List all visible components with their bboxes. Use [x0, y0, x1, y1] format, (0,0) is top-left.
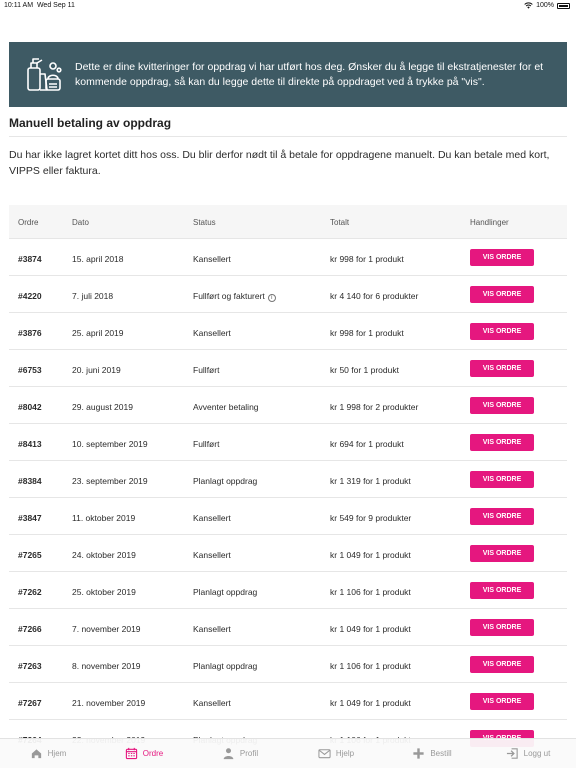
order-date: 7. juli 2018 [72, 291, 114, 301]
order-date: 25. oktober 2019 [72, 587, 136, 597]
tab-label: Logg ut [523, 749, 551, 758]
order-total: kr 1 319 for 1 produkt [330, 476, 411, 486]
view-order-button[interactable]: VIS ORDRE [470, 619, 534, 636]
order-total: kr 549 for 9 produkter [330, 513, 412, 523]
order-number: #7263 [18, 661, 42, 671]
order-date: 8. november 2019 [72, 661, 141, 671]
order-status: Kansellert [193, 550, 231, 560]
wifi-icon [524, 2, 533, 9]
order-number: #3876 [18, 328, 42, 338]
order-total: kr 1 106 for 1 produkt [330, 661, 411, 671]
order-status: Kansellert [193, 513, 231, 523]
battery-percent: 100% [536, 2, 554, 9]
tab-bestill[interactable] [384, 739, 480, 768]
status-time: 10:11 AM Wed Sep 11 [4, 2, 75, 9]
view-order-button[interactable]: VIS ORDRE [470, 323, 534, 340]
view-order-button[interactable]: VIS ORDRE [470, 434, 534, 451]
view-order-button[interactable]: VIS ORDRE [470, 582, 534, 599]
order-total: kr 1 049 for 1 produkt [330, 698, 411, 708]
order-status: Planlagt oppdrag [193, 587, 258, 597]
order-number: #3847 [18, 513, 42, 523]
order-status: Kansellert [193, 254, 231, 264]
order-total: kr 1 998 for 2 produkter [330, 402, 419, 412]
plus-icon [412, 747, 425, 760]
order-number: #7265 [18, 550, 42, 560]
order-number: #7266 [18, 624, 42, 634]
table-body [9, 238, 567, 756]
order-total: kr 1 049 for 1 produkt [330, 624, 411, 634]
header-actions: Handlinger [470, 218, 509, 227]
header-order: Ordre [18, 218, 39, 227]
view-order-button[interactable]: VIS ORDRE [470, 397, 534, 414]
table-row [9, 238, 567, 275]
orders-table [9, 205, 567, 756]
tab-label: Hjelp [335, 749, 355, 758]
tab-bar [0, 738, 576, 768]
order-status: Kansellert [193, 624, 231, 634]
mail-icon [318, 747, 331, 760]
order-total: kr 1 049 for 1 produkt [330, 550, 411, 560]
order-status: Kansellert [193, 328, 231, 338]
tab-ordre[interactable] [96, 739, 192, 768]
tab-hjelp[interactable] [288, 739, 384, 768]
section-intro: Du har ikke lagret kortet ditt hos oss. Du blir derfor nødt til å betale for oppdragene manuelt. Du kan betale med kort, VIPPS eller faktura. [9, 149, 550, 177]
tab-logg-ut[interactable] [480, 739, 576, 768]
info-icon[interactable]: i [268, 294, 276, 302]
battery-icon [557, 3, 570, 9]
table-row [9, 497, 567, 534]
order-number: #8042 [18, 402, 42, 412]
view-order-button[interactable]: VIS ORDRE [470, 249, 534, 266]
table-row [9, 534, 567, 571]
header-status: Status [193, 218, 216, 227]
info-banner [9, 42, 567, 107]
person-icon [222, 747, 235, 760]
banner-text: Dette er dine kvitteringer for oppdrag vi har utført hos deg. Ønsker du å legge til ekstratjenester for et kommende oppdrag, så kan du legge dette til direkte på oppdraget ved å trykke på "vis". [75, 60, 544, 88]
order-date: 21. november 2019 [72, 698, 146, 708]
table-row [9, 349, 567, 386]
order-number: #3874 [18, 254, 42, 264]
order-status: Fullført og fakturert i [193, 291, 276, 302]
cleaning-supplies-icon [23, 54, 65, 96]
order-number: #7262 [18, 587, 42, 597]
calendar-icon [125, 747, 138, 760]
logout-icon [506, 747, 519, 760]
tab-profil[interactable] [192, 739, 288, 768]
table-row [9, 460, 567, 497]
order-total: kr 694 for 1 produkt [330, 439, 404, 449]
order-date: 10. september 2019 [72, 439, 148, 449]
tab-label: Ordre [142, 749, 164, 758]
view-order-button[interactable]: VIS ORDRE [470, 286, 534, 303]
order-status: Fullført [193, 365, 220, 375]
order-status: Fullført [193, 439, 220, 449]
order-status: Planlagt oppdrag [193, 476, 258, 486]
section-title: Manuell betaling av oppdrag [9, 116, 172, 130]
table-header [9, 205, 567, 238]
order-total: kr 998 for 1 produkt [330, 328, 404, 338]
order-date: 20. juni 2019 [72, 365, 121, 375]
view-order-button[interactable]: VIS ORDRE [470, 545, 534, 562]
order-status: Planlagt oppdrag [193, 661, 258, 671]
view-order-button[interactable]: VIS ORDRE [470, 471, 534, 488]
table-row [9, 386, 567, 423]
order-date: 15. april 2018 [72, 254, 124, 264]
order-date: 24. oktober 2019 [72, 550, 136, 560]
order-number: #4220 [18, 291, 42, 301]
order-date: 29. august 2019 [72, 402, 133, 412]
order-date: 7. november 2019 [72, 624, 141, 634]
status-right [524, 2, 570, 9]
view-order-button[interactable]: VIS ORDRE [470, 508, 534, 525]
table-row [9, 571, 567, 608]
view-order-button[interactable]: VIS ORDRE [470, 693, 534, 710]
order-total: kr 1 106 for 1 produkt [330, 587, 411, 597]
tab-label: Hjem [47, 749, 67, 758]
order-date: 25. april 2019 [72, 328, 124, 338]
order-status: Kansellert [193, 698, 231, 708]
table-row [9, 682, 567, 719]
divider [9, 136, 567, 137]
table-row [9, 275, 567, 312]
order-number: #8413 [18, 439, 42, 449]
header-date: Dato [72, 218, 89, 227]
order-date: 11. oktober 2019 [72, 513, 136, 523]
order-status: Avventer betaling [193, 402, 259, 412]
order-number: #7267 [18, 698, 42, 708]
table-row [9, 645, 567, 682]
tab-hjem[interactable] [0, 739, 96, 768]
order-total: kr 50 for 1 produkt [330, 365, 399, 375]
view-order-button[interactable]: VIS ORDRE [470, 360, 534, 377]
order-number: #6753 [18, 365, 42, 375]
tab-label: Bestill [430, 749, 452, 758]
home-icon [30, 747, 43, 760]
table-row [9, 312, 567, 349]
order-number: #8384 [18, 476, 42, 486]
order-total: kr 4 140 for 6 produkter [330, 291, 419, 301]
table-row [9, 423, 567, 460]
view-order-button[interactable]: VIS ORDRE [470, 656, 534, 673]
header-total: Totalt [330, 218, 350, 227]
order-date: 23. september 2019 [72, 476, 148, 486]
table-row [9, 608, 567, 645]
status-bar [0, 0, 576, 12]
tab-label: Profil [239, 749, 259, 758]
order-total: kr 998 for 1 produkt [330, 254, 404, 264]
